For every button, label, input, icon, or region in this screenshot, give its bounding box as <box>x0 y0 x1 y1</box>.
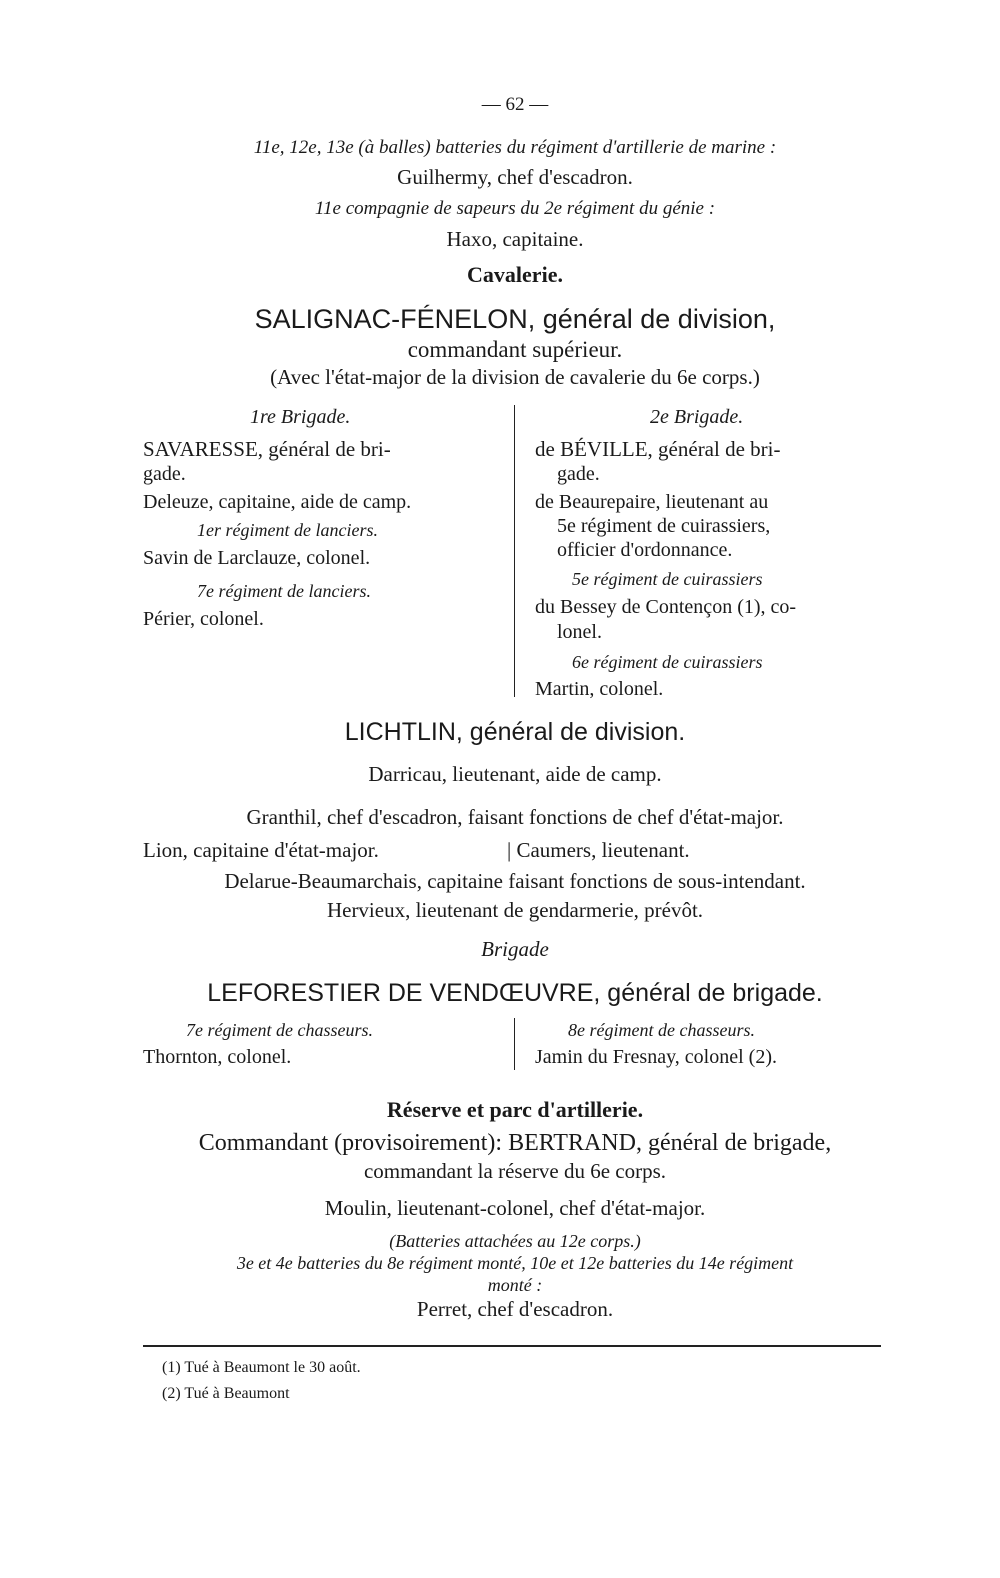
brigade1-regiment1: 1er régiment de lanciers. <box>197 520 378 540</box>
brigade2-regiment2: 6e régiment de cuirassiers <box>572 652 763 672</box>
chasseurs-column-divider <box>514 1018 515 1070</box>
reserve-chief-of-staff: Moulin, lieutenant-colonel, chef d'état-major. <box>324 1196 706 1220</box>
footnote-rule <box>143 1345 881 1347</box>
reserve-batteries-line2: monté : <box>487 1275 543 1295</box>
footnote-2: (2) Tué à Beaumont <box>162 1385 290 1402</box>
reserve-batteries-line1: 3e et 4e batteries du 8e régiment monté, 10e et 12e batteries du 14e régiment <box>236 1253 794 1273</box>
brigade2-general-line1: de BÉVILLE, général de bri- <box>535 437 781 461</box>
reserve-perret: Perret, chef d'escadron. <box>416 1297 614 1321</box>
cavalerie-commander-role: commandant supérieur. <box>407 337 623 362</box>
brigade1-aide: Deleuze, capitaine, aide de camp. <box>143 491 412 513</box>
lichtlin-brigade-general: LEFORESTIER DE VENDŒUVRE, général de brigade. <box>207 979 823 1007</box>
lichtlin-chief-of-staff: Granthil, chef d'escadron, faisant fonctions de chef d'état-major. <box>246 805 784 829</box>
artillery-batteries-line: 11e, 12e, 13e (à balles) batteries du régiment d'artillerie de marine : <box>253 137 777 158</box>
reserve-heading: Réserve et parc d'artillerie. <box>386 1097 644 1122</box>
brigade1-regiment1-colonel: Savin de Larclauze, colonel. <box>143 547 371 569</box>
chasseurs-right-colonel: Jamin du Fresnay, colonel (2). <box>535 1046 777 1068</box>
brigade1-general-line1: SAVARESSE, général de bri- <box>143 437 391 461</box>
lichtlin-lion: Lion, capitaine d'état-major. <box>143 838 379 862</box>
column-divider <box>514 405 515 697</box>
reserve-commander: Commandant (provisoirement): BERTRAND, général de brigade, <box>198 1130 832 1156</box>
brigade2-regiment2-colonel: Martin, colonel. <box>535 678 664 700</box>
brigade1-regiment2: 7e régiment de lanciers. <box>197 581 371 601</box>
lichtlin-prevot: Hervieux, lieutenant de gendarmerie, prévôt. <box>326 898 704 922</box>
lichtlin-intendant: Delarue-Beaumarchais, capitaine faisant fonctions de sous-intendant. <box>224 869 806 893</box>
artillery-officer-line: Guilhermy, chef d'escadron. <box>397 165 633 189</box>
brigade1-title: 1re Brigade. <box>250 406 351 428</box>
brigade2-officer-line1: de Beaurepaire, lieutenant au <box>535 491 769 513</box>
cavalerie-staff-note: (Avec l'état-major de la division de cavalerie du 6e corps.) <box>270 365 760 389</box>
lichtlin-general: LICHTLIN, général de division. <box>344 718 686 746</box>
chasseurs-left-regiment: 7e régiment de chasseurs. <box>186 1020 373 1040</box>
brigade1-general-line2: gade. <box>143 463 186 485</box>
brigade2-regiment1-colonel-line2: lonel. <box>557 621 602 643</box>
brigade2-regiment1: 5e régiment de cuirassiers <box>572 569 763 589</box>
brigade2-title: 2e Brigade. <box>650 406 744 428</box>
brigade2-officer-line3: officier d'ordonnance. <box>557 539 733 561</box>
footnote-1: (1) Tué à Beaumont le 30 août. <box>162 1359 361 1376</box>
brigade2-officer-line2: 5e régiment de cuirassiers, <box>557 515 771 537</box>
reserve-commander-role: commandant la réserve du 6e corps. <box>363 1159 667 1183</box>
sapeurs-company-line: 11e compagnie de sapeurs du 2e régiment du génie : <box>314 198 716 219</box>
brigade2-general-line2: gade. <box>557 463 600 485</box>
cavalerie-commander: SALIGNAC-FÉNELON, général de division, <box>254 304 776 334</box>
lichtlin-caumers: | Caumers, lieutenant. <box>507 838 690 862</box>
brigade1-regiment2-colonel: Périer, colonel. <box>143 608 264 630</box>
sapeurs-officer-line: Haxo, capitaine. <box>446 227 584 251</box>
cavalerie-heading: Cavalerie. <box>467 262 563 287</box>
lichtlin-aide: Darricau, lieutenant, aide de camp. <box>368 762 662 786</box>
brigade2-regiment1-colonel-line1: du Bessey de Contençon (1), co- <box>535 596 797 618</box>
chasseurs-left-colonel: Thornton, colonel. <box>143 1046 292 1068</box>
lichtlin-brigade-label: Brigade <box>481 937 549 961</box>
page-number: — 62 — <box>481 94 549 115</box>
chasseurs-right-regiment: 8e régiment de chasseurs. <box>568 1020 755 1040</box>
reserve-note: (Batteries attachées au 12e corps.) <box>389 1231 641 1251</box>
